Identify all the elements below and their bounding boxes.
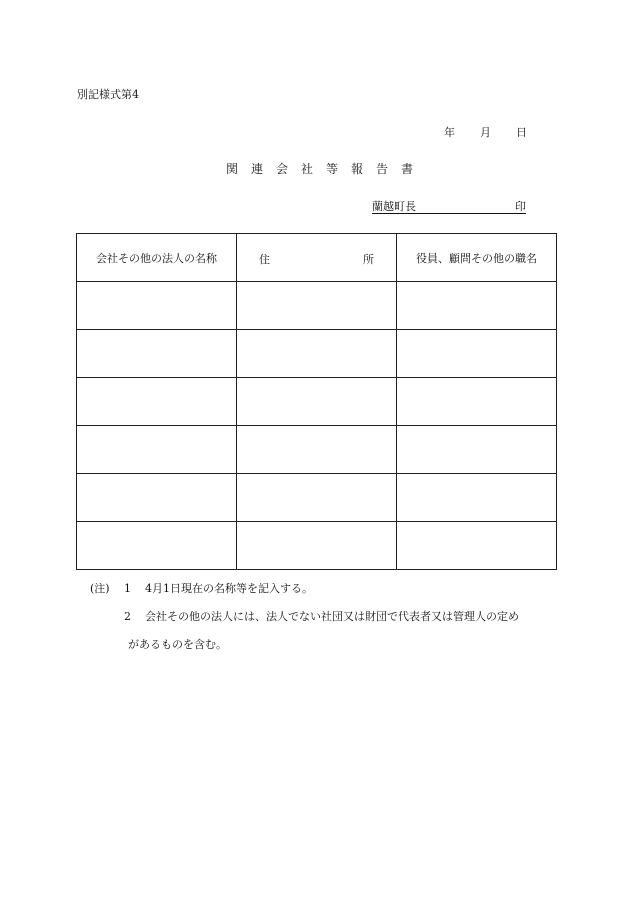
header-address-part1: 住 — [259, 253, 270, 266]
address-cell[interactable] — [237, 282, 397, 330]
note-number: 1 — [124, 582, 131, 595]
position-cell[interactable] — [397, 378, 557, 426]
company-name-cell[interactable] — [77, 330, 237, 378]
date-year-label: 年 — [444, 126, 455, 139]
company-name-cell[interactable] — [77, 378, 237, 426]
document-title: 関連会社等報告書 — [226, 162, 427, 176]
notes-label: (注) — [90, 582, 110, 595]
table-header-row — [77, 234, 557, 282]
header-company-name: 会社その他の法人の名称 — [77, 234, 237, 282]
table-row — [77, 474, 557, 522]
note-item-2 — [90, 603, 560, 631]
date-month-label: 月 — [480, 126, 491, 139]
address-cell[interactable] — [237, 378, 397, 426]
address-cell[interactable] — [237, 474, 397, 522]
address-cell[interactable] — [237, 426, 397, 474]
position-cell[interactable] — [397, 282, 557, 330]
table-row — [77, 522, 557, 570]
position-cell[interactable] — [397, 330, 557, 378]
form-number: 別記様式第4 — [77, 88, 139, 101]
note-text: 4月1日現在の名称等を記入する。 — [145, 582, 313, 595]
note-text: 会社その他の法人には、法人でない社団又は財団で代表者又は管理人の定め — [145, 610, 519, 623]
address-cell[interactable] — [237, 330, 397, 378]
header-position: 役員、顧問その他の職名 — [397, 234, 557, 282]
header-address — [237, 234, 397, 282]
table-row — [77, 330, 557, 378]
seal-mark: 印 — [515, 200, 526, 213]
position-cell[interactable] — [397, 474, 557, 522]
note-item-1 — [90, 575, 560, 603]
position-cell[interactable] — [397, 522, 557, 570]
table-row — [77, 282, 557, 330]
addressee-line — [372, 198, 526, 214]
report-table — [76, 233, 557, 570]
header-address-part2: 所 — [363, 253, 374, 266]
notes — [90, 575, 560, 659]
company-name-cell[interactable] — [77, 522, 237, 570]
company-name-cell[interactable] — [77, 426, 237, 474]
table-row — [77, 378, 557, 426]
company-name-cell[interactable] — [77, 282, 237, 330]
date-day-label: 日 — [516, 126, 527, 139]
position-cell[interactable] — [397, 426, 557, 474]
note-item-2-continuation — [90, 631, 560, 659]
date-line — [444, 124, 528, 138]
note-text-continuation: があるものを含む。 — [128, 638, 227, 651]
note-number: 2 — [124, 610, 131, 623]
addressee: 蘭越町長 — [372, 200, 416, 213]
table-row — [77, 426, 557, 474]
company-name-cell[interactable] — [77, 474, 237, 522]
address-cell[interactable] — [237, 522, 397, 570]
